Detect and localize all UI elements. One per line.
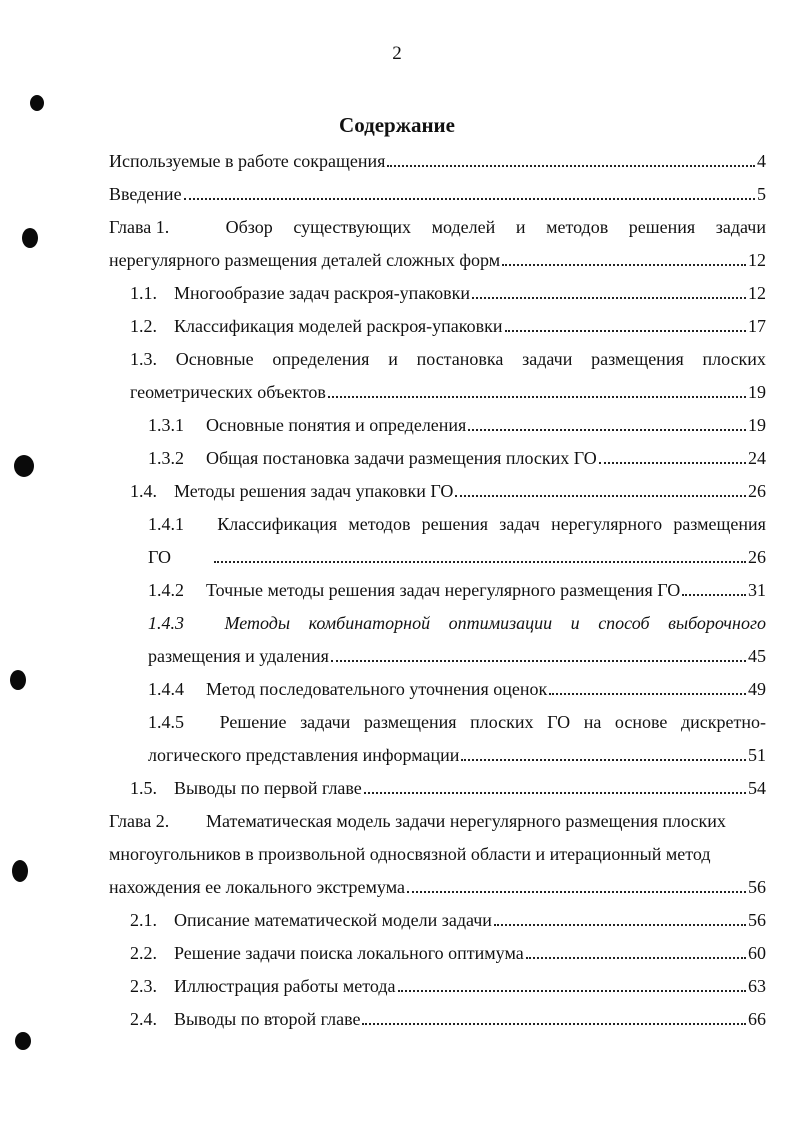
toc-entry[interactable] bbox=[130, 1008, 766, 1030]
toc-entry-text: Выводы по первой главе bbox=[174, 778, 362, 798]
leader-dots bbox=[468, 429, 746, 431]
toc-entry[interactable] bbox=[130, 975, 766, 997]
toc-entry-number: 1.5. bbox=[130, 778, 157, 798]
toc-entry-word: оптимизации bbox=[448, 613, 553, 633]
leader-dots bbox=[362, 1023, 746, 1025]
leader-dots bbox=[505, 330, 747, 332]
toc-entry-number: 1.4.3 bbox=[148, 613, 184, 633]
toc-entry-page: 66 bbox=[748, 1009, 766, 1029]
toc-entry-number: 1.3. bbox=[130, 349, 157, 369]
toc-entry-text: нахождения ее локального экстремума bbox=[109, 877, 405, 897]
toc-entry-text: Методы решения задач упаковки ГО bbox=[174, 481, 454, 501]
toc-entry-text: Основные понятия и определения bbox=[206, 415, 467, 435]
toc-entry[interactable] bbox=[130, 282, 766, 304]
toc-entry-continuation[interactable] bbox=[130, 381, 766, 403]
toc-entry[interactable] bbox=[130, 480, 766, 502]
toc-entry-word: размещения bbox=[363, 712, 457, 732]
toc-entry-text: Точные методы решения задач нерегулярного размещения ГО bbox=[206, 580, 681, 600]
toc-entry[interactable] bbox=[148, 678, 766, 700]
toc-entry-text: Описание математической модели задачи bbox=[174, 910, 492, 930]
leader-dots bbox=[387, 165, 755, 167]
leader-dots bbox=[502, 264, 746, 266]
toc-entry[interactable] bbox=[109, 216, 766, 238]
toc-entry-number: 1.2. bbox=[130, 316, 157, 336]
toc-entry[interactable] bbox=[109, 150, 766, 172]
toc-entry-word: решения bbox=[628, 217, 696, 237]
toc-entry-word: комбинаторной bbox=[308, 613, 431, 633]
toc-entry-text: Решение задачи поиска локального оптимума bbox=[174, 943, 524, 963]
toc-entry-text: Введение bbox=[109, 184, 182, 204]
toc-entry-page: 56 bbox=[748, 910, 766, 930]
toc-entry[interactable] bbox=[148, 612, 766, 634]
toc-entry-number: 2.4. bbox=[130, 1009, 157, 1029]
leader-dots bbox=[682, 594, 746, 596]
toc-entry-word: задачи bbox=[715, 217, 766, 237]
toc-entry-number: 1.4.5 bbox=[148, 712, 184, 732]
toc-entry-word: Классификация bbox=[217, 514, 338, 534]
toc-entry[interactable] bbox=[130, 348, 766, 370]
toc-entry-word: размещения bbox=[673, 514, 766, 534]
toc-entry[interactable] bbox=[148, 414, 766, 436]
toc-entry-word: методов bbox=[546, 217, 609, 237]
toc-entry-text: Многообразие задач раскроя-упаковки bbox=[174, 283, 471, 303]
toc-entry[interactable] bbox=[130, 315, 766, 337]
toc-entry-number: Глава 2. bbox=[109, 811, 170, 831]
toc-entry-text: Используемые в работе сокращения bbox=[109, 151, 386, 171]
toc-entry[interactable] bbox=[130, 909, 766, 931]
toc-entry-word: Решение bbox=[219, 712, 287, 732]
toc-entry-page: 17 bbox=[748, 316, 766, 336]
toc-entry-word: и bbox=[515, 217, 526, 237]
toc-entry[interactable] bbox=[130, 942, 766, 964]
leader-dots bbox=[328, 396, 746, 398]
toc-entry-page: 56 bbox=[748, 877, 766, 897]
toc-entry-page: 26 bbox=[748, 481, 766, 501]
toc-entry-page: 31 bbox=[748, 580, 766, 600]
leader-dots bbox=[455, 495, 746, 497]
toc-entry-text: логического представления информации bbox=[148, 745, 460, 765]
page-title: Содержание bbox=[339, 113, 455, 137]
leader-dots bbox=[494, 924, 746, 926]
toc-entry-word: и bbox=[570, 613, 580, 633]
toc-entry-word: задач bbox=[499, 514, 540, 534]
toc-entry-page: 51 bbox=[748, 745, 766, 765]
toc-entry-number: 2.2. bbox=[130, 943, 157, 963]
toc-entry-word: Методы bbox=[224, 613, 291, 633]
toc-entry-word: ГО bbox=[547, 712, 571, 732]
toc-entry[interactable] bbox=[148, 447, 766, 469]
toc-entry-word: моделей bbox=[431, 217, 496, 237]
toc-entry-word: плоских bbox=[470, 712, 534, 732]
toc-entry-text: геометрических объектов bbox=[130, 382, 326, 402]
toc-entry-word: методов bbox=[348, 514, 411, 534]
leader-dots bbox=[599, 462, 746, 464]
toc-entry-page: 60 bbox=[748, 943, 766, 963]
toc-entry-word: Обзор bbox=[225, 217, 273, 237]
toc-entry-text: ГО bbox=[148, 547, 171, 567]
toc-entry[interactable] bbox=[148, 711, 766, 733]
leader-dots bbox=[549, 693, 746, 695]
toc-entry-word: основе bbox=[614, 712, 668, 732]
toc-entry-word: дискретно- bbox=[680, 712, 766, 732]
toc-entry-word: выборочного bbox=[668, 613, 766, 633]
toc-entry-page: 26 bbox=[748, 547, 766, 567]
toc-entry-number: 2.3. bbox=[130, 976, 157, 996]
toc-entry-page: 4 bbox=[757, 151, 766, 171]
toc-entry[interactable] bbox=[148, 513, 766, 535]
toc-entry-text: размещения и удаления bbox=[148, 646, 329, 666]
toc-entry-word: размещения bbox=[591, 349, 684, 369]
toc-entry-text: Метод последовательного уточнения оценок bbox=[206, 679, 548, 699]
toc-entry-text: нерегулярного размещения деталей сложных форм bbox=[109, 250, 501, 270]
toc-entry-word: способ bbox=[598, 613, 650, 633]
toc-entry-text: Классификация моделей раскроя-упаковки bbox=[174, 316, 503, 336]
toc-entry-number: Глава 1. bbox=[109, 217, 170, 237]
toc-entry-page: 12 bbox=[748, 283, 766, 303]
toc-entry-text: Выводы по второй главе bbox=[174, 1009, 361, 1029]
toc-entry-word: Основные bbox=[175, 349, 254, 369]
toc-entry-number: 1.3.1 bbox=[148, 415, 184, 435]
toc-entry-number: 1.4.1 bbox=[148, 514, 184, 534]
toc-entry-page: 63 bbox=[748, 976, 766, 996]
toc-entry-word: определения bbox=[272, 349, 370, 369]
toc-entry-text: Иллюстрация работы метода bbox=[174, 976, 396, 996]
toc-entry[interactable] bbox=[109, 810, 766, 832]
toc-entry-word: существующих bbox=[293, 217, 412, 237]
toc-entry-page: 54 bbox=[748, 778, 766, 798]
toc-entry-text: Математическая модель задачи нерегулярного размещения плоских bbox=[206, 811, 726, 831]
toc-entry-text: Общая постановка задачи размещения плоских ГО bbox=[206, 448, 597, 468]
toc-entry-number: 1.4. bbox=[130, 481, 157, 501]
toc-entry-text: многоугольников в произвольной односвязной области и итерационный метод bbox=[109, 844, 711, 864]
toc-entry-page: 19 bbox=[748, 382, 766, 402]
toc-entry-number: 1.4.4 bbox=[148, 679, 184, 699]
toc-entry[interactable] bbox=[148, 579, 766, 601]
toc-entry-number: 1.3.2 bbox=[148, 448, 184, 468]
toc-entry-continuation[interactable] bbox=[148, 645, 766, 667]
toc-entry-page: 49 bbox=[748, 679, 766, 699]
page-number: 2 bbox=[392, 43, 402, 64]
toc-entry-page: 24 bbox=[748, 448, 766, 468]
leader-dots bbox=[214, 561, 746, 563]
toc-entry-page: 19 bbox=[748, 415, 766, 435]
leader-dots bbox=[184, 198, 755, 200]
toc-entry-continuation[interactable] bbox=[109, 249, 766, 271]
toc-entry[interactable] bbox=[109, 183, 766, 205]
toc-entry-word: на bbox=[583, 712, 602, 732]
toc-entry[interactable] bbox=[130, 777, 766, 799]
leader-dots bbox=[472, 297, 746, 299]
toc-entry-continuation[interactable] bbox=[109, 876, 766, 898]
leader-dots bbox=[526, 957, 746, 959]
toc-entry-continuation bbox=[109, 843, 766, 865]
toc-entry-word: и bbox=[388, 349, 398, 369]
toc-entry-number: 2.1. bbox=[130, 910, 157, 930]
leader-dots bbox=[331, 660, 746, 662]
leader-dots bbox=[398, 990, 746, 992]
toc-entry-word: задачи bbox=[300, 712, 351, 732]
toc-entry-continuation[interactable] bbox=[148, 744, 766, 766]
toc-entry-word: нерегулярного bbox=[551, 514, 663, 534]
toc-entry-page: 45 bbox=[748, 646, 766, 666]
leader-dots bbox=[407, 891, 746, 893]
toc-entry-word: решения bbox=[421, 514, 489, 534]
toc-entry-number: 1.1. bbox=[130, 283, 157, 303]
toc-entry-page: 5 bbox=[757, 184, 766, 204]
toc-entry-page: 12 bbox=[748, 250, 766, 270]
toc-entry-continuation[interactable] bbox=[148, 546, 766, 568]
toc-entry-number: 1.4.2 bbox=[148, 580, 184, 600]
toc-entry-word: постановка bbox=[416, 349, 504, 369]
toc-entry-word: плоских bbox=[702, 349, 766, 369]
toc-entry-word: задачи bbox=[522, 349, 573, 369]
leader-dots bbox=[461, 759, 746, 761]
leader-dots bbox=[364, 792, 746, 794]
